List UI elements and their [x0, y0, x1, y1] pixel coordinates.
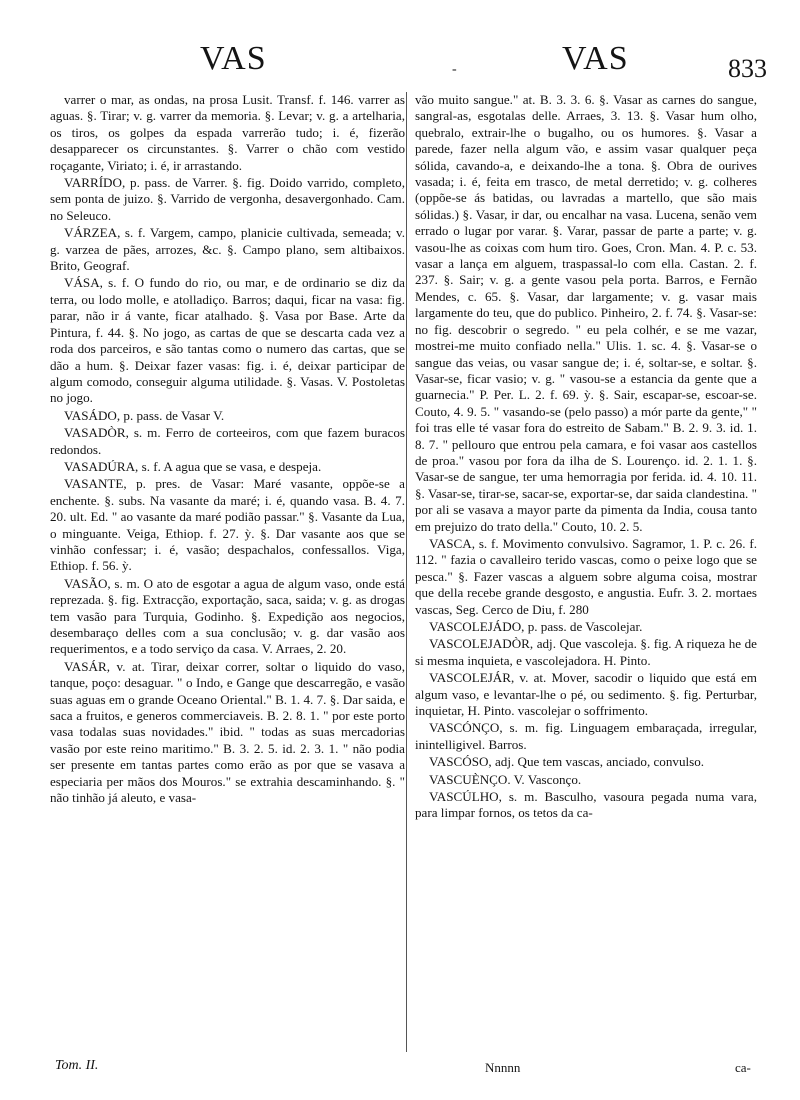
entry-vascoso: VASCÓSO, adj. Que tem vascas, anciado, convulso. [429, 754, 705, 770]
right-column [415, 92, 757, 823]
running-head-left: VAS [200, 40, 267, 77]
entry-varrido: VARRÍDO, p. pass. de Varrer. §. fig. Doido varrido, completo, sem ponta de juizo. §. Varrido de vergonha, desavergonhado. Cam. no Seleuco. [50, 175, 405, 223]
entry-vasadura: VASADÚRA, s. f. A agua que se vasa, e despeja. [64, 458, 322, 474]
entry-varzea: VÁRZEA, s. f. Vargem, campo, planicie cultivada, semeada; v. g. varzea de pães, arrozes, &c. §. Campo plano, sem altibaixos. Brito, Geograf. [50, 225, 405, 274]
entry-vasconco: VASCÓNÇO, s. m. fig. Linguagem embaraçada, irregular, inintelligivel. Barros. [415, 720, 757, 752]
running-head-right: VAS [562, 40, 629, 77]
entry-vasa: VÁSA, s. f. O fundo do rio, ou mar, e de ordinario se diz da terra, ou lodo molle, e atolladiço. Barros; daqui, ficar na vasa: fig. parar, não ir á vante, ficar atalhado. §. Vasa por Base. Arte da Pintura, f. 44. §. No jogo, as cartas de que se descarta cada vez a roda dos parceiros, e são tantas como o numero das cartas, que se dão a hum. §. Deixar fazer vasas: fig. i. é, deixar participar de algum comodo, conseguir alguma utilidade. §. Vasas. V. Postoletas no jogo. [50, 275, 405, 406]
running-head-mark: - [452, 62, 458, 77]
entry-vascolejar: VASCOLEJÁR, v. at. Mover, sacodir o liquido que está em algum vaso, e levantar-lhe o pé, ou sedimento. §. fig. Perturbar, inquietar, H. Pinto. vascolejar o soffrimento. [415, 670, 757, 719]
entry-vasar-cont: vão muito sangue." at. B. 3. 3. 6. §. Vasar as carnes do sangue, sangral-as, esgotalas delle. Arraes, 3. 13. §. Vasar hum olho, quebralo, extrair-lhe o bugalho, ou os humores. §. Vasar a parede, fazer nella algum vão, e assim vasar qualquer peça sólida, cavando-a, e deixando-lhe a tona. §. Obra de ourives vasada; i. é, feita em trasco, de metal derretido; v. g. colheres (oppõe-se ás batidas, ou lavradas a martello, que são mais sólidas.) §. Vasar, ir dar, ou encalhar na vasa. Lucena, senão vem errado o lugar por varar. §. Varar, passar de parte a parte; v. g. vasou-lhe as coixas com hum tiro. Goes, Cron. Man. 4. P. c. 53. vasar a lança em alguem, traspassal-lo com ella. Castan. 2. f. 237. §. Sair; v. g. a gente vasou pela porta. Barros, e Fernão Mendes, c. 65. §. Vasar, dar largamente; v. g. vasar mais largamente do teu, que do publico. Pinheiro, 2. f. 74. §. Vasar-se: no fig. descobrir o segredo. " eu pela colhér, e se me vazar, mostrei-me muito confiado nella." Ulis. 1. sc. 4. §. Vasar-se o sangue das veias, ou vasar sangue de; i. é, soltar-se, e soltar. §. Vasar-se, ficar vasio; v. g. " vasou-se a estancia da gente que a guarnecia." P. Per. L. 2. f. 69. ỳ. §. Sair, escapar-se, escoar-se. Couto, 4. 9. 5. " vasando-se (pelo passo) a mór parte da gente," " foi tras elle té vasar fora do estreito de Sabam." B. 2. 9. 3. id. 1. 8. 7. " pellouro que entrou pela camara, e foi vasar aos castellos de proa." vasou por fora da ilha de S. Lourenço. id. 2. 1. 1. §. Vasar-se de sangue, ter uma hemorragia por ferida. id. 4. 10. 11. §. Vasar-se, tirar-se, sacar-se, exportar-se, dar saida clandestina. " por ali se vasava a mayor parte da pimenta da India, cousa tanto em prejuizo do trato della." Couto, 10. 2. 5. [415, 92, 757, 534]
entry-varrer-cont: varrer o mar, as ondas, na prosa Lusit. Transf. f. 146. varrer as aguas. §. Tirar; v. g. varrer da memoria. §. Levar; v. g. a artelharia, os tiros, os golpes da espada varrerão tudo; i. é, fizerão desapparecer os circunstantes. §. Varrer o chão com vestido roçagante, Viriato; i. é, ir arrastando. [50, 92, 405, 173]
page-number: 833 [728, 54, 767, 83]
entry-vasado: VASÁDO, p. pass. de Vasar V. [64, 407, 225, 423]
entry-vasar: VASÁR, v. at. Tirar, deixar correr, soltar o liquido do vaso, tanque, poço: desaguar. " o Indo, e Gange que descarregão, e vasão suas aguas em o grande Oceano Oriental." B. 1. 4. 7. §. Dar saida, e saca a fruitos, e generos commerciaveis. B. 2. 8. 1. " por este porto vasa todalas suas novidades." ibid. " todas as suas mercadorias vasão por este reino maritimo." B. 3. 2. 5. id. 2. 3. 1. " não podia ser presente em tantas partes como erão as por que se vasava a especiaria per mãos dos Mouros." se extrahia descaminhando. §. " não tinhão já aleuto, e vasa- [50, 658, 405, 806]
column-divider [406, 92, 407, 1052]
signature-mark: Nnnnn [485, 1060, 521, 1075]
left-column [50, 92, 405, 807]
entry-vasca: VASCA, s. f. Movimento convulsivo. Sagramor, 1. P. c. 26. f. 112. " fazia o cavalleiro terido vascas, como o peixe logo que se pesca." §. Fazer vascas a alguem sobre alguma coisa, mostrar que della recebe grande desgosto, e angustia. Eufr. 3. 2. mortaes vascas, Seg. Cerco de Diu, f. 280 [415, 535, 757, 617]
volume-mark: Tom. II. [55, 1058, 99, 1073]
entry-vascolejador: VASCOLEJADÒR, adj. Que vascoleja. §. fig. A riqueza he de si mesma inquieta, e vascolejadora. H. Pinto. [415, 636, 757, 668]
entry-vasculho: VASCÚLHO, s. m. Basculho, vasoura pegada numa vara, para limpar fornos, os tetos da ca- [415, 789, 757, 821]
entry-vasao: VASÃO, s. m. O ato de esgotar a agua de algum vaso, onde está reprezada. §. fig. Extracção, exportação, saca, saida; v. g. as drogas tem vasão para Turquia, Godinho. §. Expedição aos negocios, desembaraço delles com a sua conclusão; v. g. dar vasão aos requerimentos, e a todo serviço da casa. V. Arraes, 2. 20. [50, 575, 405, 657]
entry-vascolejado: VASCOLEJÁDO, p. pass. de Vascolejar. [429, 619, 643, 634]
catchword: ca- [735, 1060, 751, 1075]
entry-vasador: VASADÒR, s. m. Ferro de corteeiros, com que fazem buracos redondos. [50, 425, 405, 457]
entry-vascuenco: VASCUÈNÇO. V. Vasconço. [429, 771, 582, 787]
entry-vasante: VASANTE, p. pres. de Vasar: Maré vasante, oppõe-se a enchente. §. subs. Na vasante da maré; i. é, quando vasa. B. 4. 7. 20. ult. Ed. " ao vasante da maré podião passar." §. Vasante da Lua, o minguante. Veiga, Ethiop. f. 27. ỳ. §. Dar vasante aos que se vinhão confessar; i. é, vasão; despachalos, confessallos. Viga, Ethiop. f. 56. ỳ. [50, 476, 405, 574]
